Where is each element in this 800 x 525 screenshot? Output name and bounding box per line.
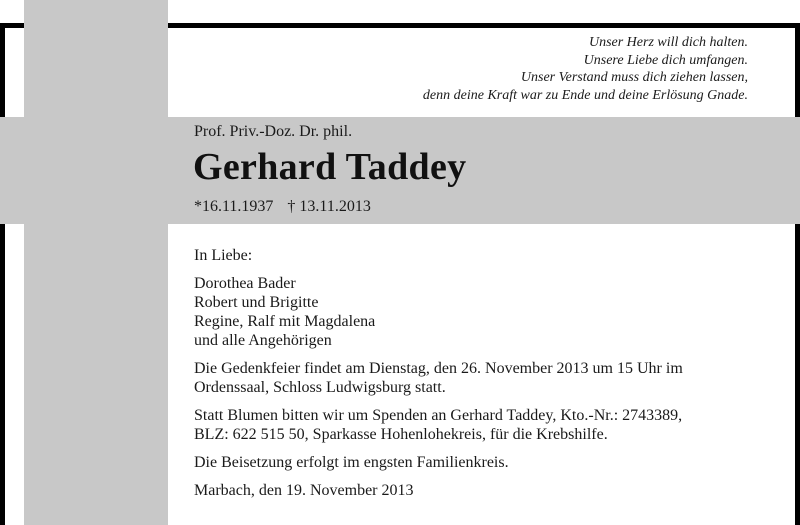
donation-line: Statt Blumen bitten wir um Spenden an Gerhard Taddey, Kto.-Nr.: 2743389,	[194, 407, 683, 424]
ceremony-notice	[194, 359, 754, 397]
poem	[423, 34, 748, 104]
mourner-name: Robert und Brigitte	[194, 294, 319, 311]
ceremony-line: Die Gedenkfeier findet am Dienstag, den 26. November 2013 um 15 Uhr im	[194, 360, 683, 377]
death-date: † 13.11.2013	[287, 198, 371, 215]
academic-title: Prof. Priv.-Doz. Dr. phil.	[194, 123, 353, 140]
burial-notice: Die Beisetzung erfolgt im engsten Familienkreis.	[194, 454, 509, 471]
mourners-heading: In Liebe:	[194, 247, 253, 264]
poem-line: Unser Verstand muss dich ziehen lassen,	[520, 70, 748, 85]
poem-line: Unsere Liebe dich umfangen.	[583, 52, 748, 68]
notice-body	[194, 246, 754, 500]
ceremony-line: Ordenssaal, Schloss Ludwigsburg statt.	[194, 379, 446, 396]
mourner-name: Dorothea Bader	[194, 275, 296, 292]
birth-date: *16.11.1937	[194, 198, 274, 215]
life-dates	[194, 198, 371, 216]
donation-notice	[194, 406, 754, 444]
mourners-list	[194, 274, 754, 350]
mourner-name: und alle Angehörigen	[194, 332, 332, 349]
mourner-name: Regine, Ralf mit Magdalena	[194, 313, 376, 330]
place-date: Marbach, den 19. November 2013	[194, 482, 414, 499]
poem-line: Unser Herz will dich halten.	[588, 35, 748, 50]
poem-line: denn deine Kraft war zu Ende und deine Erlösung Gnade.	[422, 87, 748, 103]
cross-vertical-bar	[24, 0, 168, 525]
donation-line: BLZ: 622 515 50, Sparkasse Hohenlohekreis, für die Krebshilfe.	[194, 426, 608, 443]
deceased-name: Gerhard Taddey	[193, 146, 467, 188]
